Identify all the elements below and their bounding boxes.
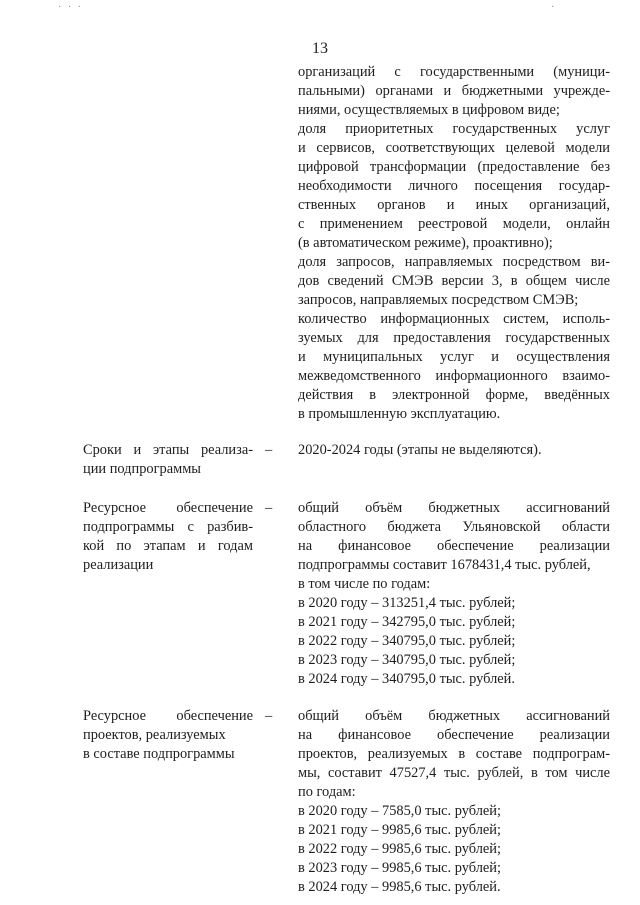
continuation-line: межведомственного информационного взаимо- bbox=[298, 368, 610, 384]
row-label-line: Сроки и этапы реализа- bbox=[83, 442, 253, 458]
row-value-line: подпрограммы составит 1678431,4 тыс. рублей, bbox=[298, 557, 591, 573]
continuation-line: доля запросов, направляемых посредством ви- bbox=[298, 254, 610, 270]
row-label-line: реализации bbox=[83, 557, 154, 573]
continuation-line: доля приоритетных государственных услуг bbox=[298, 121, 610, 137]
continuation-line: организаций с государственными (муници- bbox=[298, 64, 610, 80]
row-value-line: в 2020 году – 7585,0 тыс. рублей; bbox=[298, 803, 501, 819]
continuation-line: необходимости личного посещения государ- bbox=[298, 178, 610, 194]
continuation-line: (в автоматическом режиме), проактивно); bbox=[298, 235, 553, 251]
row-value-line: в 2022 году – 340795,0 тыс. рублей; bbox=[298, 633, 516, 649]
continuation-line: действия в электронной форме, введённых bbox=[298, 387, 610, 403]
continuation-line: с применением реестровой модели, онлайн bbox=[298, 216, 610, 232]
row-value-line: в 2023 году – 340795,0 тыс. рублей; bbox=[298, 652, 516, 668]
row-label-line: кой по этапам и годам bbox=[83, 538, 253, 554]
page-number: 13 bbox=[312, 40, 328, 57]
row-value-line: на финансовое обеспечение реализации bbox=[298, 727, 610, 743]
row-label-line: в составе подпрограммы bbox=[83, 746, 235, 762]
continuation-line: запросов, направляемых посредством СМЭВ; bbox=[298, 292, 579, 308]
row-label-line: ции подпрограммы bbox=[83, 461, 201, 477]
row-value-line: областного бюджета Ульяновской области bbox=[298, 519, 610, 535]
row-value-line: в 2024 году – 9985,6 тыс. рублей. bbox=[298, 879, 501, 895]
continuation-line: зуемых для предоставления государственных bbox=[298, 330, 610, 346]
row-value-line: в 2021 году – 9985,6 тыс. рублей; bbox=[298, 822, 501, 838]
continuation-line: в промышленную эксплуатацию. bbox=[298, 406, 501, 422]
row-value-line: в 2020 году – 313251,4 тыс. рублей; bbox=[298, 595, 516, 611]
row-label-line: проектов, реализуемых bbox=[83, 727, 226, 743]
row-label-line: Ресурсное обеспечение bbox=[83, 500, 253, 516]
continuation-line: количество информационных систем, исполь- bbox=[298, 311, 610, 327]
row-label-line: подпрограммы с разбив- bbox=[83, 519, 253, 535]
continuation-line: цифровой трансформации (предоставление без bbox=[298, 159, 610, 175]
row-value-line: в 2021 году – 342795,0 тыс. рублей; bbox=[298, 614, 516, 630]
row-value-line: в 2024 году – 340795,0 тыс. рублей. bbox=[298, 671, 515, 687]
continuation-line: ственных органов и иных организаций, bbox=[298, 197, 610, 213]
row-value-line: в том числе по годам: bbox=[298, 576, 431, 592]
continuation-line: дов сведений СМЭВ версии 3, в общем числе bbox=[298, 273, 610, 289]
continuation-line: и муниципальных услуг и осуществления bbox=[298, 349, 610, 365]
row-value-line: на финансовое обеспечение реализации bbox=[298, 538, 610, 554]
row-value-line: общий объём бюджетных ассигнований bbox=[298, 708, 610, 724]
continuation-line: пальными) органами и бюджетными учрежде- bbox=[298, 83, 610, 99]
row-value-line: 2020-2024 годы (этапы не выделяются). bbox=[298, 442, 542, 458]
row-label-line: Ресурсное обеспечение bbox=[83, 708, 253, 724]
row-value-line: мы, составит 47527,4 тыс. рублей, в том числе bbox=[298, 765, 610, 781]
row-dash: – bbox=[265, 442, 273, 458]
continuation-line: ниями, осуществляемых в цифровом виде; bbox=[298, 102, 560, 118]
row-value-line: в 2023 году – 9985,6 тыс. рублей; bbox=[298, 860, 501, 876]
continuation-line: и сервисов, соответствующих целевой модели bbox=[298, 140, 610, 156]
scan-mark-left: · · · bbox=[58, 2, 83, 13]
row-value-line: проектов, реализуемых в составе подпрограм- bbox=[298, 746, 610, 762]
scan-mark-right: · bbox=[551, 2, 557, 13]
row-value-line: по годам: bbox=[298, 784, 356, 800]
row-value-line: общий объём бюджетных ассигнований bbox=[298, 500, 610, 516]
row-dash: – bbox=[265, 708, 273, 724]
row-value-line: в 2022 году – 9985,6 тыс. рублей; bbox=[298, 841, 501, 857]
row-dash: – bbox=[265, 500, 273, 516]
